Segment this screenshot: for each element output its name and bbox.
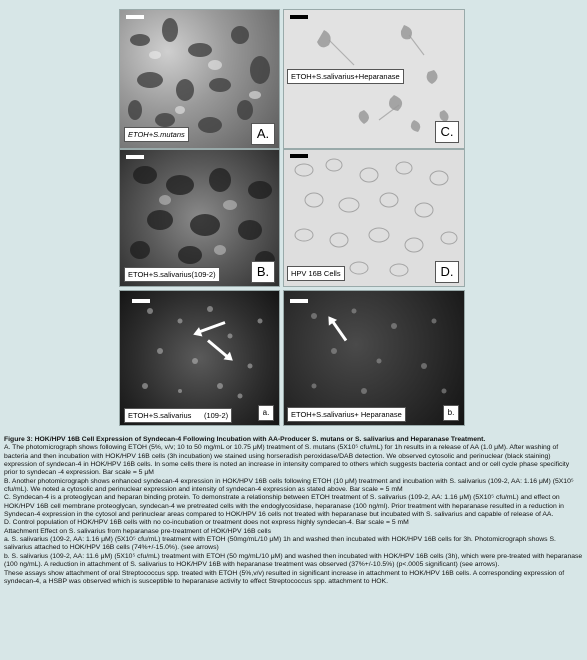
panel-d-letter: D. xyxy=(435,261,459,283)
caption-para-b: B. Another photomicrograph shows enhanced syndecan-4 expression in HOK/HPV 16B cells following ETOH (10 μM) treatment and incubation with S. salivarius (109-2, AA: 1.16 μM) (5X10⁵ cfu/mL). We noted a cytosolic and perinuclear expression and intensity of syndecan-4 expression as stated above. Bar scale = 5 mM xyxy=(4,477,574,494)
caption-para-b-small: b. S. salivarius (109-2, AA: 11.6 μM) (5X10⁵ cfu/mL) treatment with ETOH (50 mg/mL/10 μM) and washed then incubated with HOK/HPV 16B cells (3h), which were pre-treated with heparanase (100 ng/mL). A reduction in attachment of S. salivarius to HOK/HPV 16B with heparanase treatment was observed (37%+/-10.5%) (p<.0005 significant) (see arrows). xyxy=(4,552,583,569)
panel-b-small-micrograph xyxy=(283,290,465,426)
scale-bar xyxy=(290,15,308,19)
panel-c-letter: C. xyxy=(435,121,459,143)
scale-bar xyxy=(290,299,308,303)
panel-b-small-letter: b. xyxy=(443,405,459,421)
scale-bar xyxy=(290,154,308,158)
caption-title: Figure 3: HOK/HPV 16B Cell Expression of Syndecan-4 Following Incubation with AA-Producer S. mutans or S. salivarius and Heparanase Treatment. xyxy=(4,436,486,443)
scale-bar xyxy=(126,155,144,159)
scale-bar xyxy=(126,15,144,19)
panel-b-micrograph xyxy=(119,149,280,287)
panel-b-label: ETOH+S.salivarius(109-2) xyxy=(124,267,220,282)
caption-summary: These assays show attachment of oral Streptococcus spp. treated with ETOH (5%,v/v) resulted in significant increase in attachment to HOK/HPV 16B cells. A corresponding expression of syndecan-4, a HSBP was observed which is susceptible to heparanase activity to effect Streptococcus spp. attachment to HOK. xyxy=(4,569,565,585)
panel-d-micrograph xyxy=(283,149,465,287)
caption-para-d: D. Control population of HOK/HPV 16B cells with no co-incubation or treatment does not express highly syndecan-4. Bar scale = 5 mM xyxy=(4,519,409,527)
panel-c-micrograph xyxy=(283,9,465,149)
caption-para-a: A. The photomicrograph shows following ETOH (5%, v/v; 10 to 50 mg/mL or 10.75 μM) treatment of S. mutans (5X10⁵ cfu/mL) for 1h results in a release of AA (1.0 μM). After washing of bacteria and then incubation with HOK/HPV 16B cells (3h incubation) we stained using horseradish peroxidase/DAB detection. We observed cytosolic and perinuclear (black staining) expression of syndecan-4 in HOK/HPV 16B cells. In some cells there is noted an increase in intensity compared to others which suggests bacteria contact and or cell cycle phase specificity prior to syndecan -4 expression. Bar scale = 5 μM xyxy=(4,444,570,477)
panel-b-letter: B. xyxy=(251,261,275,283)
scale-bar xyxy=(132,299,150,303)
caption-attachment-heading: Attachment Effect on S. salivarius from heparanase pre-treatment of HOK/HPV 16B cells xyxy=(4,527,271,535)
caption-para-c: C. Syndecan-4 is a proteoglycan and heparan binding protein. To demonstrate a relationship between ETOH treatment of S. salivarius (109-2, AA: 1.16 μM) (5X10⁵ cfu/mL) and effect on HOK/HPV 16B cell membrane proteoglycan, syndecan-4 we pretreated cells with the endoglycosidase, heparanase (100 ng/ml). Prior treatment with heparanase resulted in a reduction in Syndecan-4 expression in the cytosol and perinuclear areas compared to HOK/HPV 16 cells not treated with heparanase but incubated with S. salivarius and capable of release of AA. xyxy=(4,494,564,519)
panel-a-small-letter: a. xyxy=(258,405,274,421)
panel-a-small-label: ETOH+S.salivarius (109-2) xyxy=(124,408,232,423)
panel-a-small-micrograph xyxy=(119,290,280,426)
panel-a-label: ETOH+S.mutans xyxy=(124,127,189,142)
panel-a-micrograph xyxy=(119,9,280,149)
panel-a-letter: A. xyxy=(251,123,275,145)
panel-b-small-label: ETOH+S.salivarius+ Heparanase xyxy=(287,407,406,422)
panel-d-label: HPV 16B Cells xyxy=(287,266,345,281)
panel-a-small-texture xyxy=(120,291,280,426)
figure-caption xyxy=(4,436,583,586)
panel-c-label: ETOH+S.salivarius+Heparanase xyxy=(287,69,404,84)
caption-para-a-small: a. S. salivarius (109-2, AA: 1.16 μM) (5X10⁵ cfu/mL) treatment with ETOH (50mg/mL/10 μM) 1h and washed then incubated with HOK/HPV 16B cells for 3h. Photomicrograph shows S. salivarius attached to HOK/HPV 16B cells (74%+/-15.0%). (see arrows) xyxy=(4,536,556,552)
panel-b-small-texture xyxy=(284,291,465,426)
